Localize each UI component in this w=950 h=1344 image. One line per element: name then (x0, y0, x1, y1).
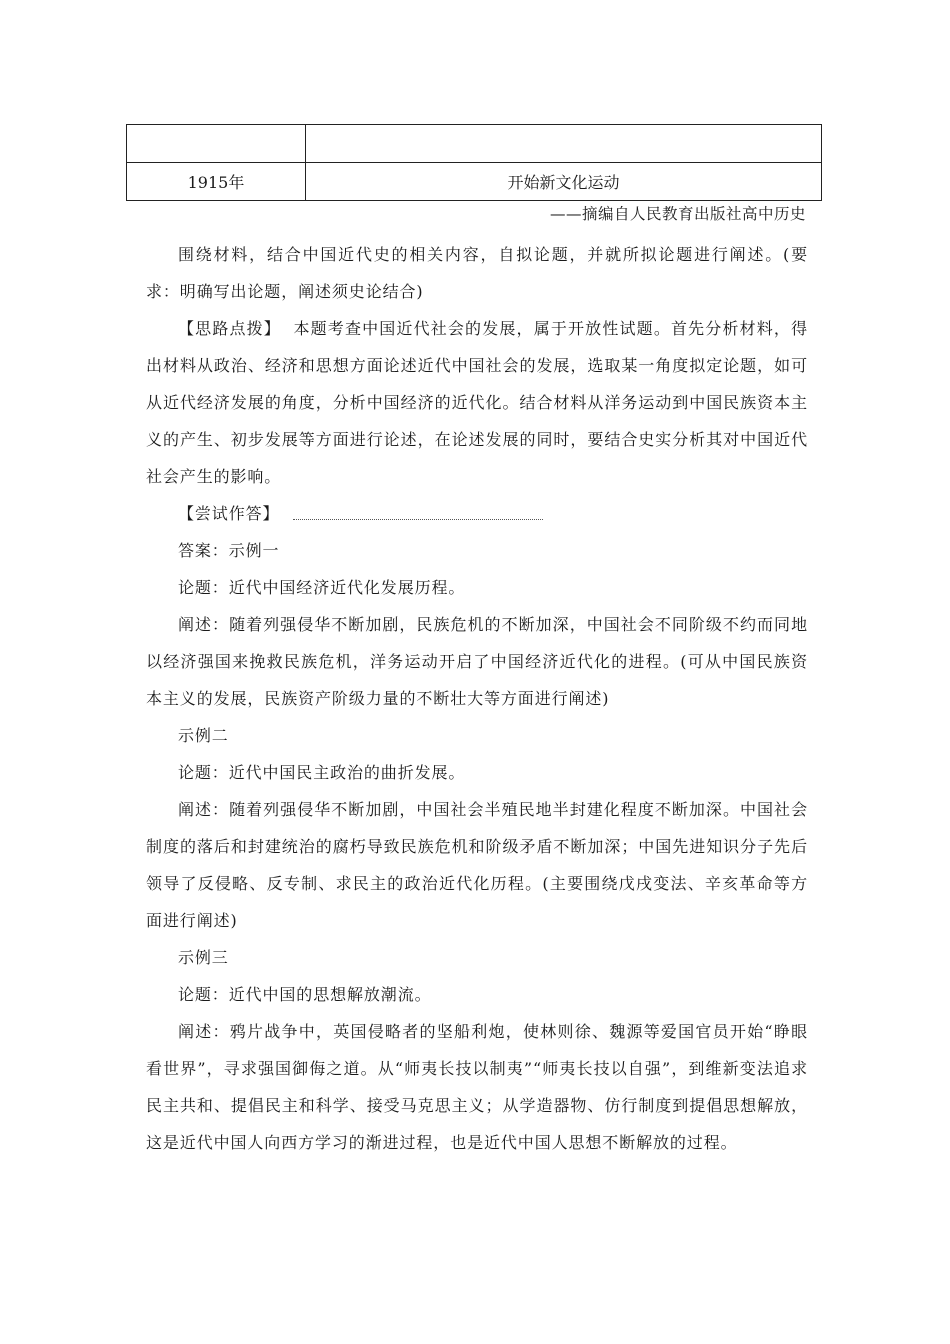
hint-text: 本题考查中国近代社会的发展，属于开放性试题。首先分析材料，得出材料从政治、经济和思想方面论述近代中国社会的发展，选取某一角度拟定论题，如可从近代经济发展的角度，分析中国经济的近代化。结合材料从洋务运动到中国民族资本主义的产生、初步发展等方面进行论述，在论述发展的同时，要结合史实分析其对中国近代社会产生的影响。 (146, 319, 808, 486)
example2-topic: 论题：近代中国民主政治的曲折发展。 (178, 763, 466, 782)
example2-text: 阐述：随着列强侵华不断加剧，中国社会半殖民地半封建化程度不断加深。中国社会制度的落后和封建统治的腐朽导致民族危机和阶级矛盾不断加深；中国先进知识分子先后领导了反侵略、反专制、求民主的政治近代化历程。(主要围绕戊戌变法、辛亥革命等方面进行阐述) (146, 800, 808, 930)
table-cell-year (127, 125, 306, 163)
attempt-paragraph (146, 495, 808, 532)
hint-paragraph (146, 310, 808, 495)
example1-text: 阐述：随着列强侵华不断加剧，民族危机的不断加深，中国社会不同阶级不约而同地以经济强国来挽救民族危机，洋务运动开启了中国经济近代化的进程。(可从中国民族资本主义的发展，民族资产阶级力量的不断壮大等方面进行阐述) (146, 615, 808, 708)
example1-topic: 论题：近代中国经济近代化发展历程。 (178, 578, 466, 597)
source-citation: ——摘编自人民教育出版社高中历史 (549, 205, 806, 223)
example3-text: 阐述：鸦片战争中，英国侵略者的坚船利炮，使林则徐、魏源等爱国官员开始“睁眼看世界”，寻求强国御侮之道。从“师夷长技以制夷”“师夷长技以自强”，到维新变法追求民主共和、提倡民主和科学、接受马克思主义；从学造器物、仿行制度到提倡思想解放，这是近代中国人向西方学习的渐进过程，也是近代中国人思想不断解放的过程。 (146, 1022, 808, 1152)
example3-topic: 论题：近代中国的思想解放潮流。 (178, 985, 432, 1004)
example3-label: 示例三 (178, 948, 229, 967)
table-cell-year: 1915年 (127, 163, 306, 201)
example2-label: 示例二 (178, 726, 229, 745)
attempt-label: 【尝试作答】 (178, 504, 280, 523)
document-body (146, 236, 808, 1161)
answer-intro: 答案：示例一 (178, 541, 280, 560)
table-cell-event: 开始新文化运动 (306, 163, 822, 201)
answer-blank-line (293, 509, 543, 520)
table-row (127, 163, 822, 201)
hint-label: 【思路点拨】 (178, 319, 281, 338)
question-text: 围绕材料，结合中国近代史的相关内容，自拟论题，并就所拟论题进行阐述。(要求：明确写出论题，阐述须史论结合) (146, 245, 808, 301)
table-cell-event (306, 125, 822, 163)
timeline-table (126, 124, 822, 201)
table-row (127, 125, 822, 163)
